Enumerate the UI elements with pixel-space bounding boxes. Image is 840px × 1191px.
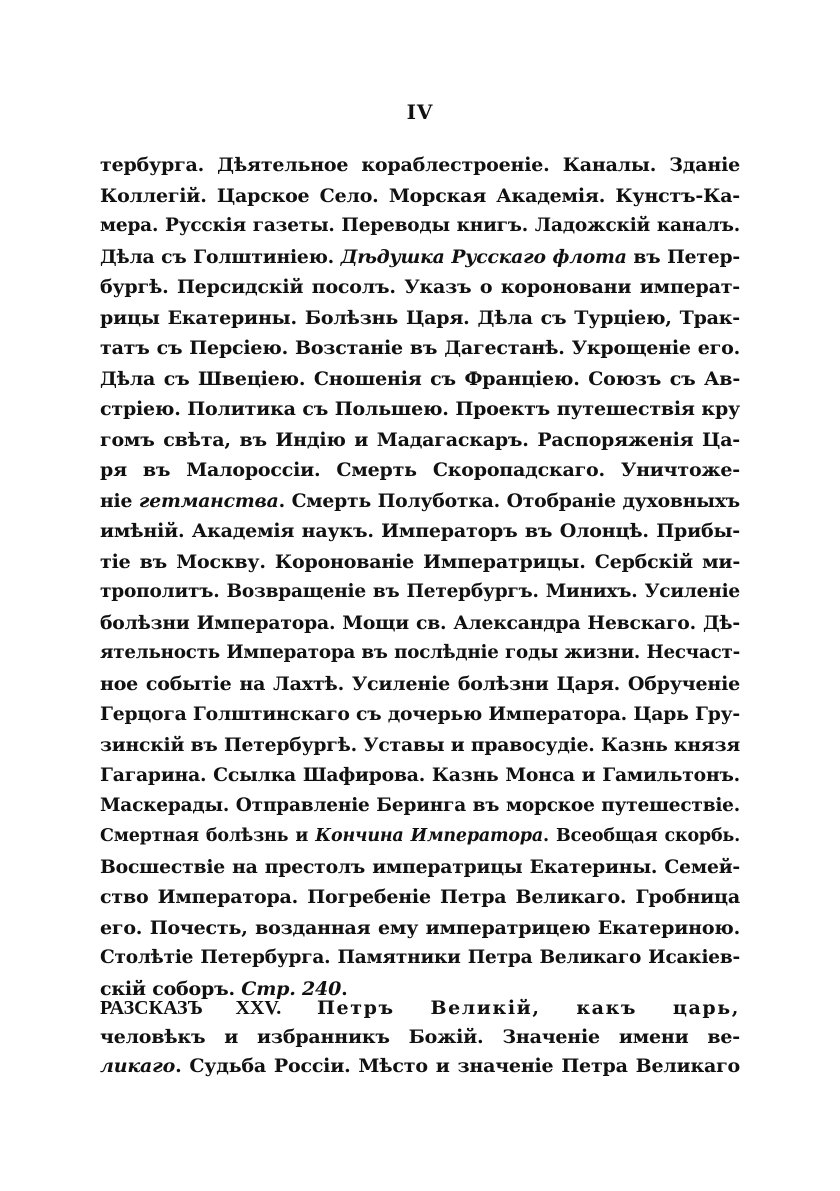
line-text: Восшествiе на престолъ императрицы Екатерины. Семей- [100, 855, 740, 878]
contents-line [100, 181, 740, 212]
contents-line [100, 333, 740, 364]
contents-line [100, 547, 740, 578]
contents-line [100, 730, 740, 761]
line-text: . [341, 977, 348, 1000]
contents-line [100, 913, 740, 944]
italic-phrase: Дѣдушка Русскаго флота [340, 245, 627, 268]
line-text: . Смерть Полуботка. Отобранiе духовныхъ [278, 489, 740, 512]
line-text: нiе [100, 489, 139, 512]
line-text: Дѣла съ Голштинiею. [100, 245, 341, 268]
contents-line [100, 608, 740, 639]
line-text: Дѣла съ Швецiею. Сношенiя съ Францiею. Союзъ съ Ав- [100, 367, 740, 390]
contents-line [100, 791, 740, 822]
line-text: гомъ свѣта, въ Индiю и Мадагаскаръ. Распоряженiя Ца- [100, 428, 740, 451]
story-line [100, 1023, 740, 1052]
contents-line [100, 669, 740, 700]
line-text: человѣкъ и избранникъ Божiй. Значенiе имени ве- [100, 1026, 740, 1048]
contents-line [100, 394, 740, 425]
page-number: IV [406, 100, 434, 124]
line-text: ря въ Малороссiи. Смерть Скоропадскаго. Уничтоже- [100, 459, 740, 481]
italic-phrase: Стр. 240 [241, 977, 342, 1000]
line-text: тербурга. Дѣятельное кораблестроенiе. Каналы. Зданiе [100, 154, 740, 176]
line-text: Столѣтiе Петербурга. Памятники Петра Великаго Исакiев- [100, 947, 740, 968]
contents-line [100, 516, 740, 547]
italic-phrase: ликаго [100, 1055, 176, 1077]
line-text: Маскерады. Отправленiе Беринга въ морское путешествiе. [100, 794, 740, 816]
next-chapter-summary [100, 994, 740, 1081]
line-text: стрiею. Политика съ Польшею. Проектъ путешествiя кру [100, 398, 740, 420]
line-text: Гагарина. Ссылка Шафирова. Казнь Монса и Гамильтонъ. [100, 764, 740, 786]
line-text: его. Почесть, возданная ему императрицею Екатериною. [100, 916, 740, 939]
contents-line [100, 303, 740, 334]
contents-line [100, 760, 740, 791]
contents-line [100, 486, 740, 517]
line-text: тiе въ Москву. Коронованiе Императрицы. Сербскiй ми- [100, 550, 740, 573]
contents-line [100, 882, 740, 913]
italic-phrase: Кончина Императора [315, 826, 543, 846]
contents-line [100, 852, 740, 883]
line-text: Петръ Великiй, какъ царь, [281, 997, 740, 1019]
line-text: болѣзни Императора. Мощи св. Александра Невскаго. Дѣ- [100, 611, 740, 634]
contents-line [100, 272, 740, 303]
line-text: . Судьба Россiи. Мѣсто и значенiе Петра Великаго [175, 1055, 740, 1077]
contents-line [100, 638, 740, 669]
contents-line [100, 425, 740, 456]
contents-line [100, 211, 740, 242]
line-text: ятельность Императора въ послѣднiе годы жизни. Несчаст- [100, 642, 740, 663]
contents-line [100, 455, 740, 486]
line-text: зинскiй въ Петербургѣ. Уставы и правосудiе. Казнь князя [100, 733, 740, 756]
chapter-heading: РАЗСКАЗЪ XXV. [100, 997, 282, 1019]
line-text: скiй соборъ. [100, 977, 242, 1000]
contents-line [100, 699, 740, 730]
line-text: Смертная болѣзнь и [100, 826, 316, 846]
contents-line [100, 821, 740, 852]
line-text: въ Петер- [626, 245, 740, 268]
line-text: ство Императора. Погребенiе Петра Великаго. Гробница [100, 886, 740, 908]
contents-line [100, 943, 740, 974]
line-text: Герцога Голштинскаго съ дочерью Императора. Царь Гру- [100, 703, 741, 725]
line-text: ное событiе на Лахтѣ. Усиленiе болѣзни Царя. Обрученiе [100, 672, 740, 695]
chapter-contents-summary [100, 150, 740, 1004]
contents-line [100, 577, 740, 608]
line-text: рицы Екатерины. Болѣзнь Царя. Дѣла съ Турцiею, Трак- [100, 306, 740, 329]
line-text: мера. Русскiя газеты. Переводы книгъ. Ладожскiй каналъ. [100, 215, 740, 236]
line-text: бургѣ. Персидскiй посолъ. Указъ о короновани императ- [100, 276, 740, 298]
line-text: . Всеобщая скорбь. [542, 826, 740, 846]
line-text: трополитъ. Возвращенiе въ Петербургъ. Минихъ. Усиленiе [100, 581, 740, 602]
line-text: татъ съ Персiею. Возстанiе въ Дагестанѣ. Укрощенiе его. [100, 337, 740, 359]
contents-line [100, 242, 740, 273]
line-text: имѣнiй. Академiя наукъ. Императоръ въ Олонцѣ. Прибы- [100, 520, 740, 542]
contents-line [100, 150, 740, 181]
line-text: Коллегiй. Царское Село. Морская Академiя. Кунстъ-Ка- [100, 184, 740, 207]
story-line [100, 1052, 740, 1081]
italic-phrase: гетманства [138, 489, 279, 512]
contents-line [100, 364, 740, 395]
story-line [100, 994, 740, 1023]
